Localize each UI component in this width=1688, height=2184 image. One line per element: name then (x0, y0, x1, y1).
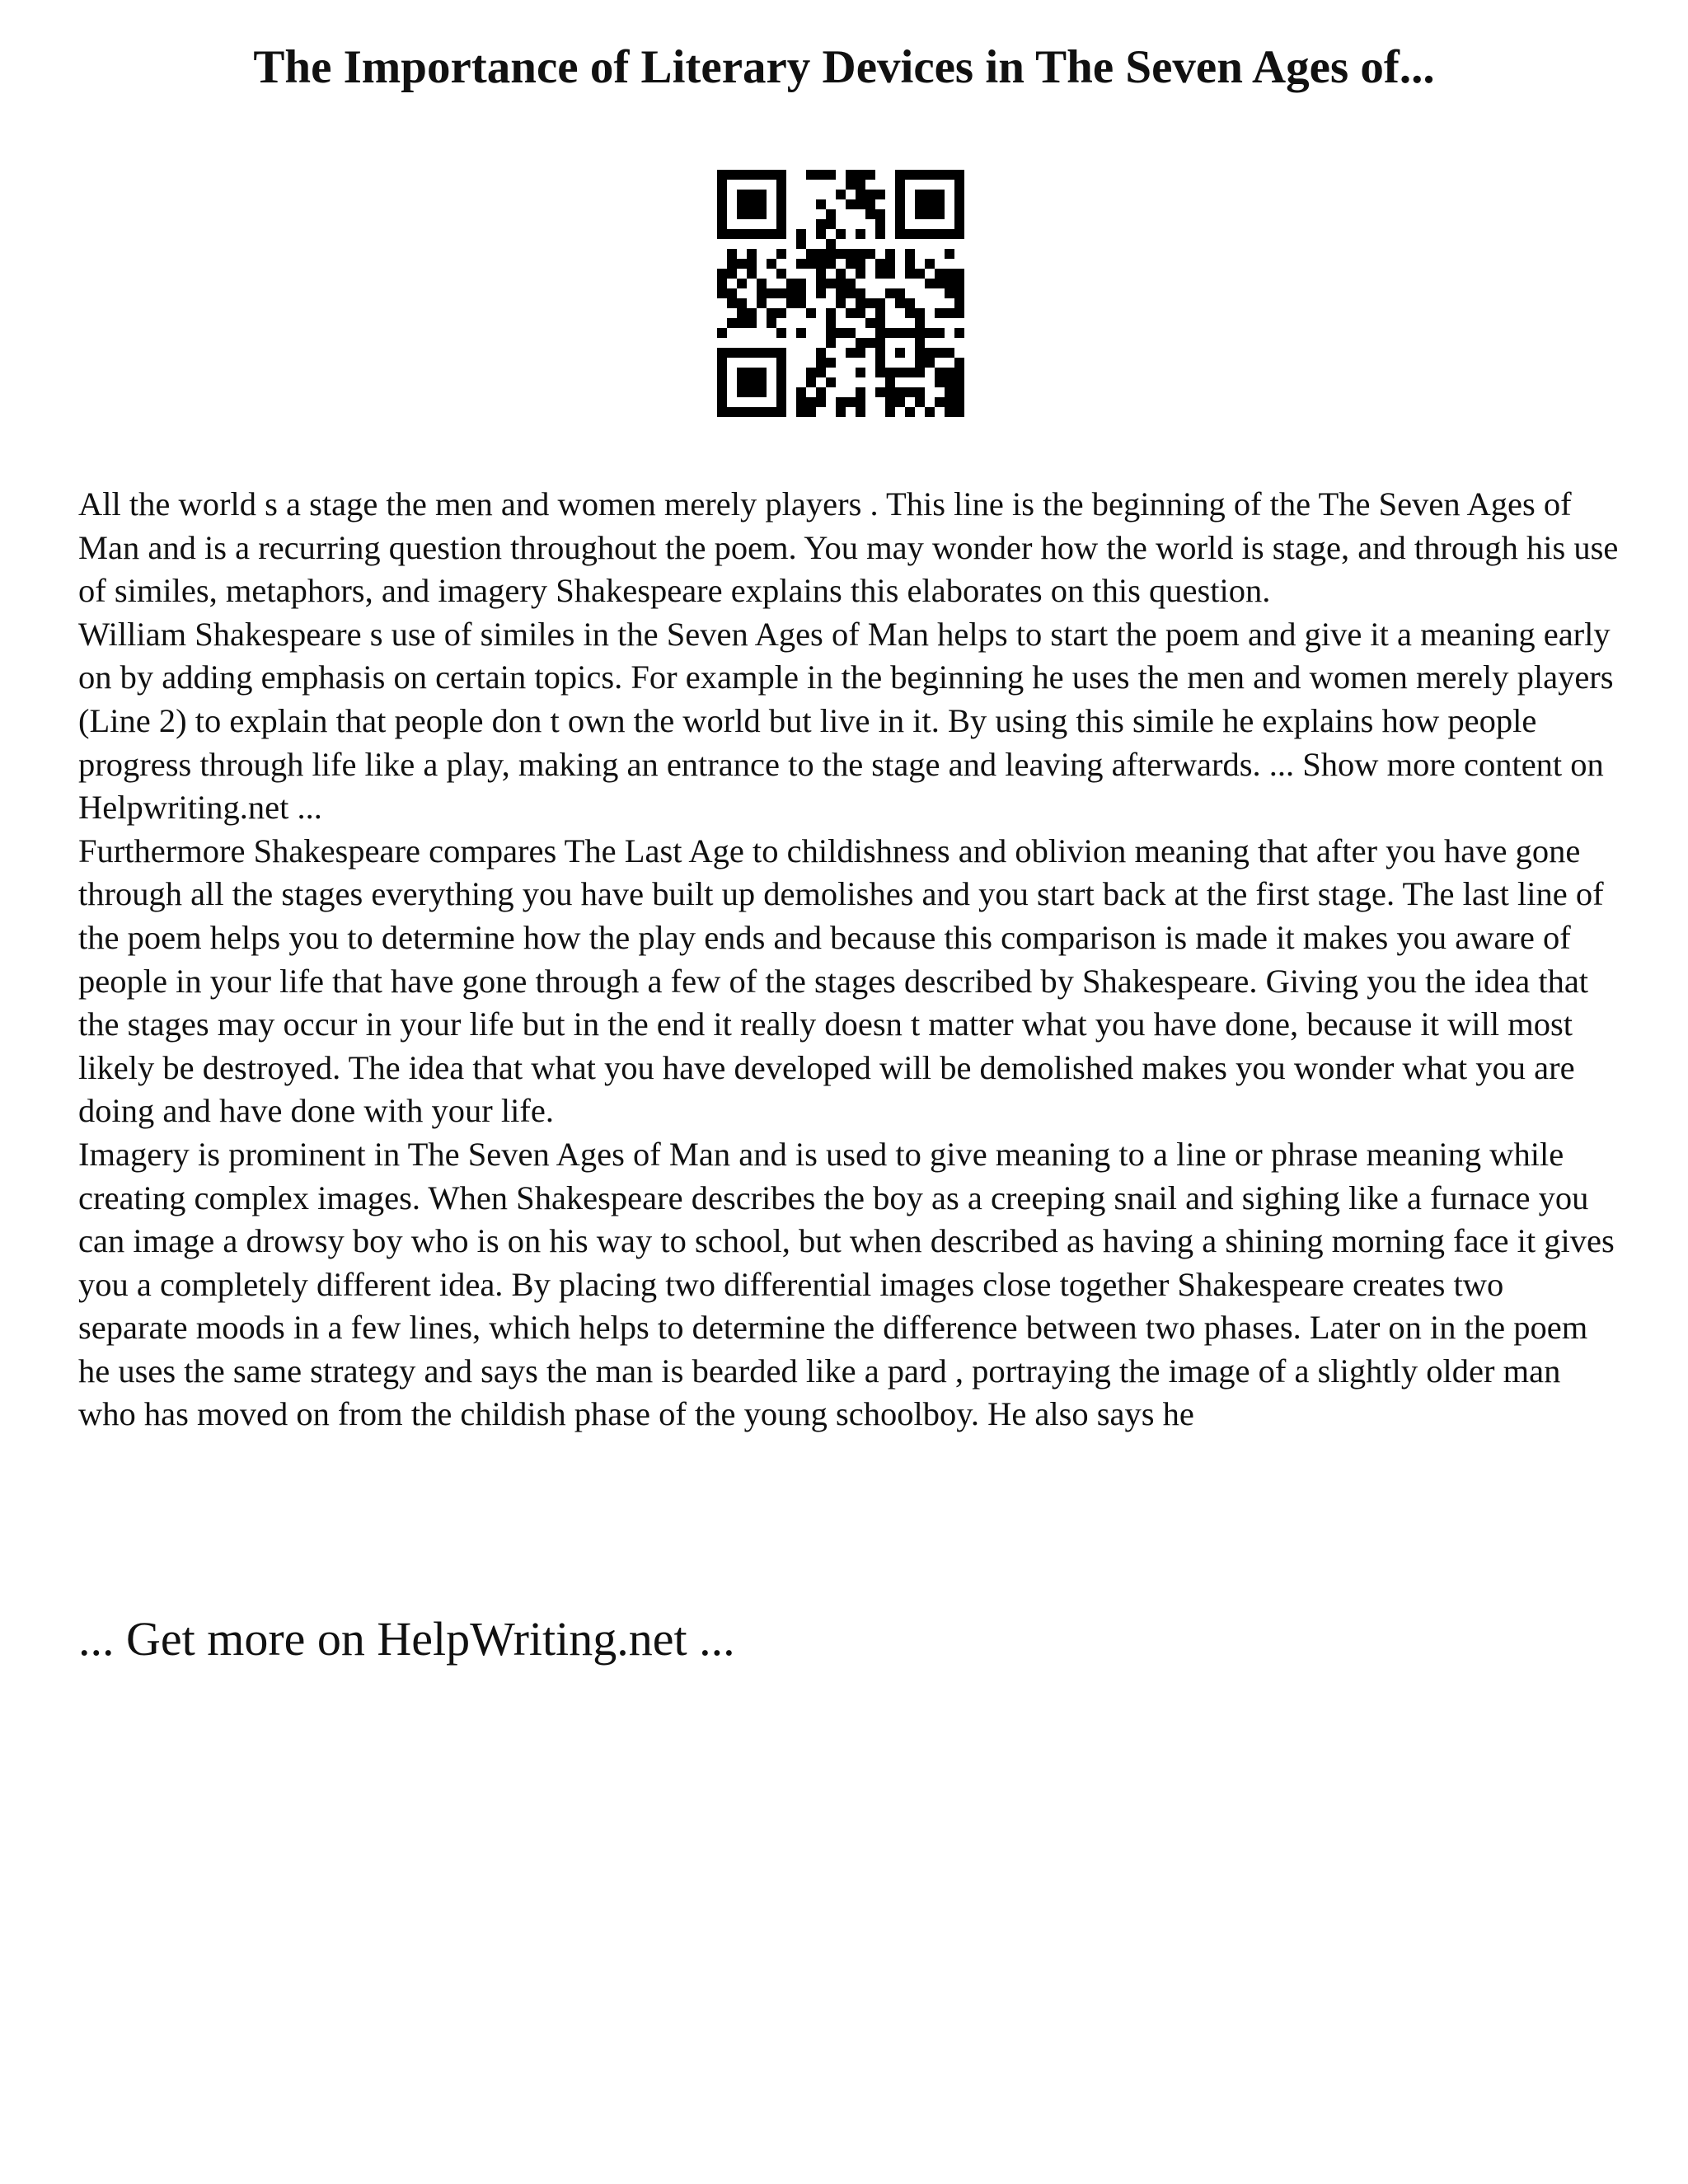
article-paragraph: William Shakespeare s use of similes in the Seven Ages of Man helps to start the poem and give it a meaning early on by adding emphasis on certain topics. For example in the beginning he uses the men and women merely players (Line 2) to explain that people don t own the world but live in it. By using this simile he explains how people progress through life like a play, making an entrance to the stage and leaving afterwards. ... Show more content on Helpwriting.net ... (78, 615, 1614, 827)
page-title: The Importance of Literary Devices in The Seven Ages of... (253, 41, 1435, 93)
qr-code-icon (717, 170, 964, 417)
article-paragraph: Imagery is prominent in The Seven Ages of Man and is used to give meaning to a line or phrase meaning while creating complex images. When Shakespeare describes the boy as a creeping snail and sighing like a furnace you can image a drowsy boy who is on his way to school, but when described as having a shining morning face it gives you a completely different idea. By placing two differential images close together Shakespeare creates two separate moods in a few lines, which helps to determine the difference between two phases. Later on in the poem he uses the same strategy and says the man is bearded like a pard , portraying the image of a slightly older man who has moved on from the childish phase of the young schoolboy. He also says he (78, 1135, 1615, 1433)
article-paragraph: Furthermore Shakespeare compares The Last Age to childishness and oblivion meaning that after you have gone through all the stages everything you have built up demolishes and you start back at the first stage. The last line of the poem helps you to determine how the play ends and because this comparison is made it makes you aware of people in your life that have gone through a few of the stages described by Shakespeare. Giving you the idea that the stages may occur in your life but in the end it really doesn t matter what you have done, because it will most likely be destroyed. The idea that what you have developed will be demolished makes you wonder what you are doing and have done with your life. (78, 832, 1604, 1130)
article-body (78, 483, 1620, 1436)
article-paragraph: All the world s a stage the men and women merely players . This line is the beginning of the The Seven Ages of Man and is a recurring question throughout the poem. You may wonder how the world is stage, and through his use of similes, metaphors, and imagery Shakespeare explains this elaborates on this question. (78, 485, 1619, 610)
get-more-link[interactable]: ... Get more on HelpWriting.net ... (78, 1612, 735, 1666)
